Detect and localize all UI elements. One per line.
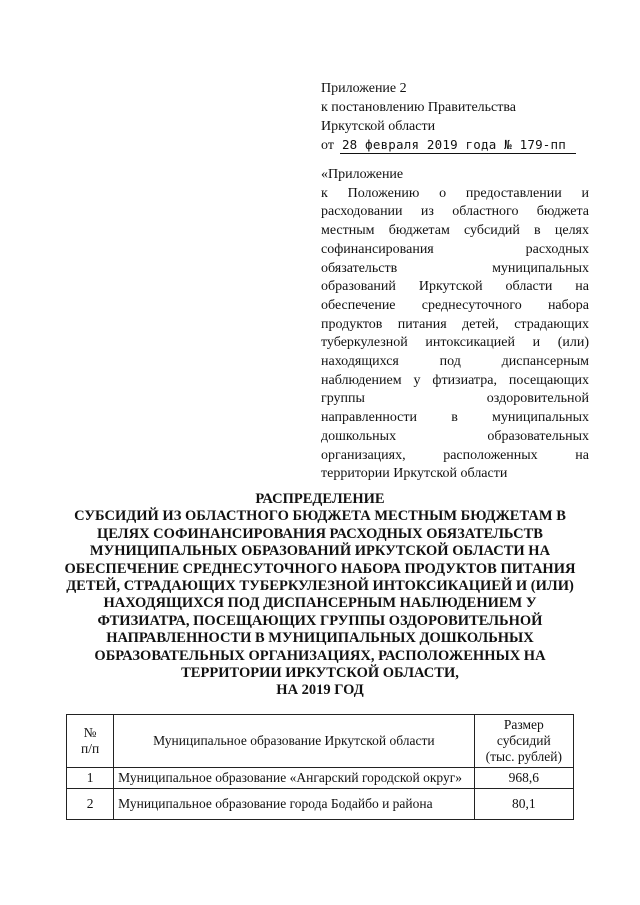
regulation-text-line: дошкольных образовательных <box>321 428 589 444</box>
municipality-name: Муниципальное образование «Ангарский городской округ» <box>114 768 474 789</box>
subsidy-amount: 968,6 <box>474 768 573 789</box>
appendix-number: Приложение 2 <box>321 81 407 96</box>
regulation-text-line: обязательств муниципальных <box>321 260 589 276</box>
municipality-name: Муниципальное образование города Бодайбо и района <box>114 789 474 820</box>
appendix-header <box>321 79 591 155</box>
header-number-abbrev: п/п <box>80 741 100 756</box>
resolution-date: 28 февраля 2019 года № 179-пп <box>340 136 576 154</box>
regulation-text-line: местным бюджетам субсидий в целях <box>321 223 589 239</box>
header-number <box>67 715 114 768</box>
header-amount-line: Размер <box>503 717 544 732</box>
regulation-text-line: организациях, расположенных на <box>321 447 589 463</box>
row-number: 1 <box>67 768 114 789</box>
title-line: НАПРАВЛЕННОСТИ В МУНИЦИПАЛЬНЫХ ДОШКОЛЬНЫХ <box>106 630 534 647</box>
regulation-text-line: продуктов питания детей, страдающих <box>321 316 589 332</box>
title-line: РАСПРЕДЕЛЕНИЕ <box>255 491 385 507</box>
regulation-text-line: находящихся под диспансерным <box>321 354 589 370</box>
title-line: НАХОДЯЩИХСЯ ПОД ДИСПАНСЕРНЫМ НАБЛЮДЕНИЕМ У <box>103 595 537 612</box>
header-subsidy-amount <box>474 715 573 768</box>
regulation-text-line: направленности в муниципальных <box>321 410 589 426</box>
title-line: ОБРАЗОВАТЕЛЬНЫХ ОРГАНИЗАЦИЯХ, РАСПОЛОЖЕННЫХ НА <box>94 647 546 664</box>
row-number: 2 <box>67 789 114 820</box>
title-line: МУНИЦИПАЛЬНЫХ ОБРАЗОВАНИЙ ИРКУТСКОЙ ОБЛАСТИ НА <box>89 543 551 560</box>
regulation-text-line: обеспечение среднесуточного набора <box>321 297 589 313</box>
regulation-text-line: расходовании из областного бюджета <box>321 204 589 220</box>
regulation-text-line: группы оздоровительной <box>321 391 589 407</box>
title-line: НА 2019 ГОД <box>276 682 364 699</box>
title-line: ФТИЗИАТРА, ПОСЕЩАЮЩИХ ГРУППЫ ОЗДОРОВИТЕЛЬНОЙ <box>97 612 543 629</box>
document-title <box>40 491 600 700</box>
regulation-text-line: софинансирования расходных <box>321 241 589 257</box>
regulation-text-line: территории Иркутской области <box>321 466 508 482</box>
table-row <box>67 768 574 789</box>
regulation-appendix-title: «Приложение <box>321 167 404 182</box>
resolution-reference: к постановлению Правительства <box>321 100 517 115</box>
regulation-text-line: образований Иркутской области на <box>321 279 589 295</box>
title-line: ЦЕЛЯХ СОФИНАНСИРОВАНИЯ РАСХОДНЫХ ОБЯЗАТЕЛЬСТВ <box>97 525 543 542</box>
title-line: ОБЕСПЕЧЕНИЕ СРЕДНЕСУТОЧНОГО НАБОРА ПРОДУКТОВ ПИТАНИЯ <box>64 560 576 577</box>
regulation-text-line: наблюдением у фтизиатра, посещающих <box>321 372 589 388</box>
title-line: ТЕРРИТОРИИ ИРКУТСКОЙ ОБЛАСТИ, <box>181 665 459 682</box>
regulation-text-line: туберкулезной интоксикацией и (или) <box>321 335 589 351</box>
subsidy-amount: 80,1 <box>474 789 573 820</box>
header-amount-line: (тыс. рублей) <box>485 749 562 764</box>
table-row <box>67 789 574 820</box>
header-number-symbol: № <box>83 725 97 740</box>
region-name: Иркутской области <box>321 119 436 134</box>
header-amount-line: субсидий <box>496 733 551 748</box>
header-municipality: Муниципальное образование Иркутской области <box>114 715 474 768</box>
resolution-date-line <box>321 136 591 155</box>
regulation-appendix-reference <box>321 166 589 484</box>
date-prefix: от <box>321 138 334 153</box>
subsidy-distribution-table <box>66 714 574 820</box>
title-line: ДЕТЕЙ, СТРАДАЮЩИХ ТУБЕРКУЛЕЗНОЙ ИНТОКСИКАЦИЕЙ И (ИЛИ) <box>66 578 574 595</box>
title-line: СУБСИДИЙ ИЗ ОБЛАСТНОГО БЮДЖЕТА МЕСТНЫМ БЮДЖЕТАМ В <box>74 508 566 525</box>
regulation-text-line: к Положению о предоставлении и <box>321 185 589 201</box>
table-header-row <box>67 715 574 768</box>
